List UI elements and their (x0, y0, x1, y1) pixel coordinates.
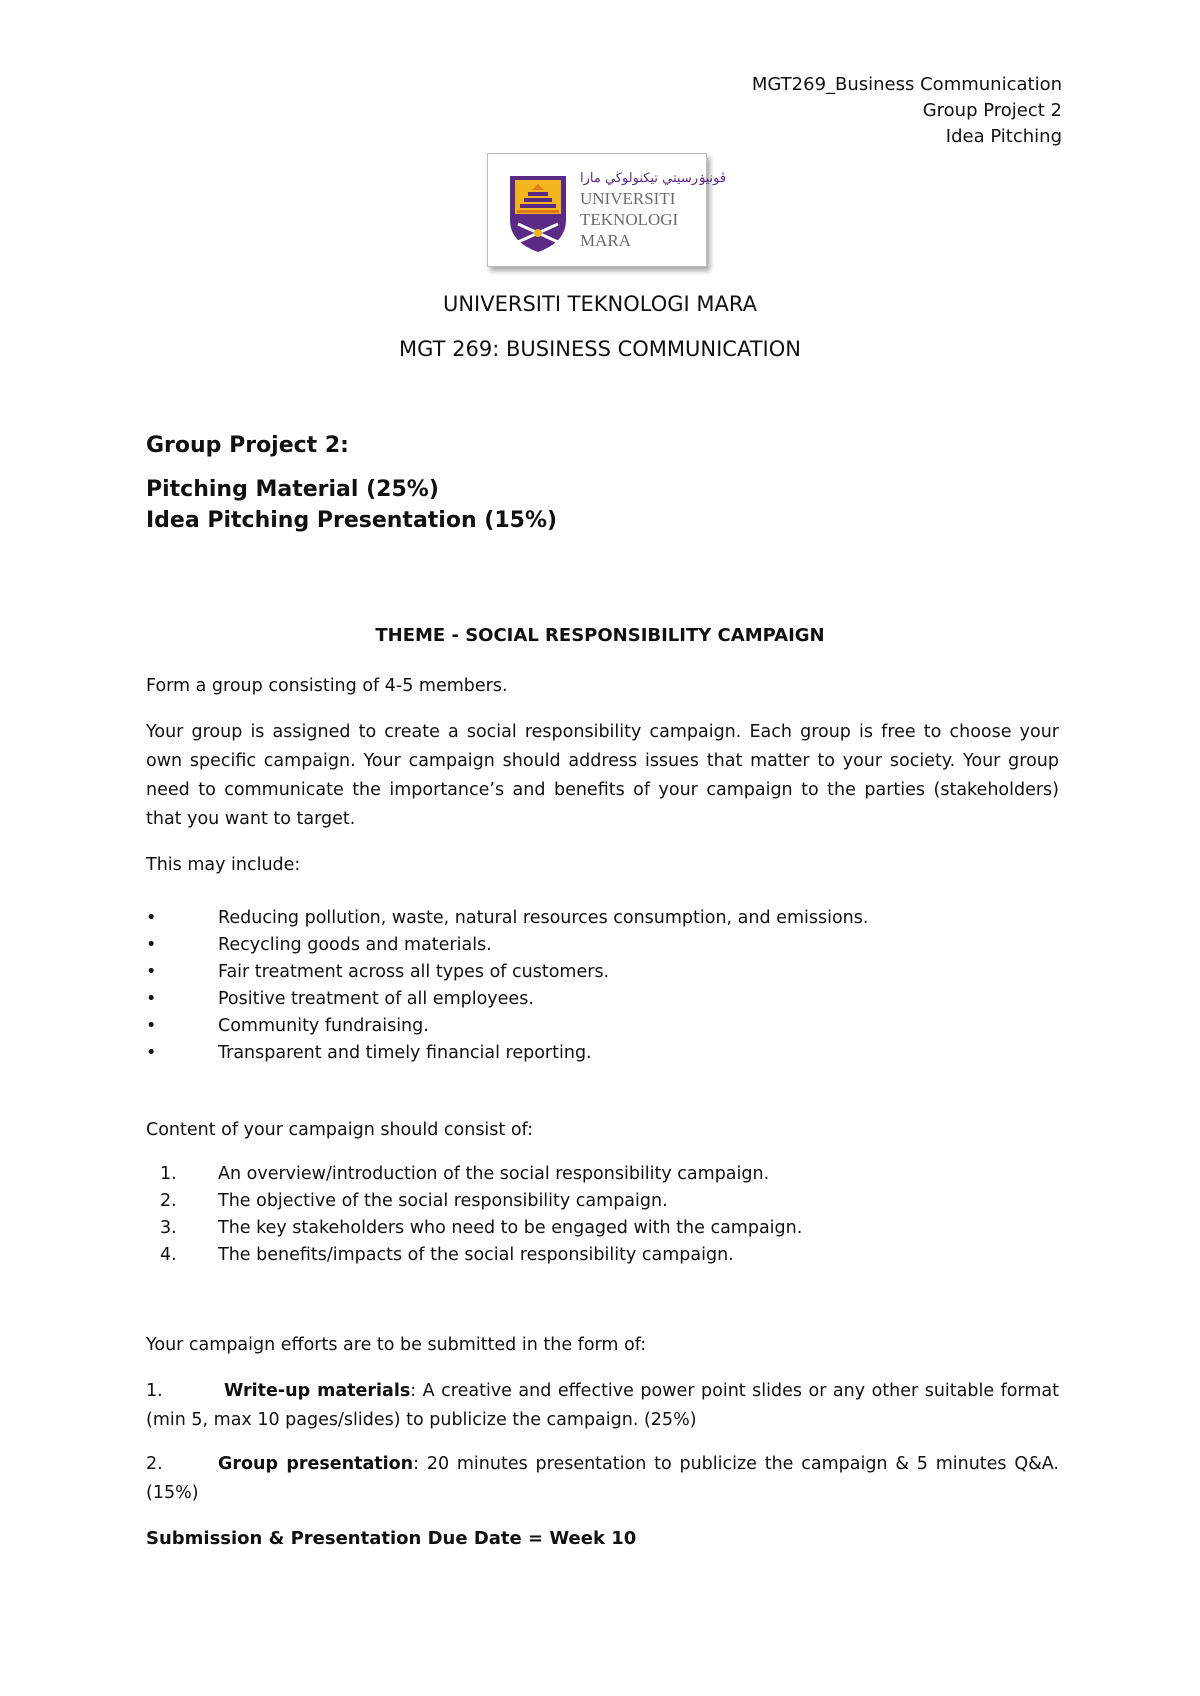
course-title: MGT 269: BUSINESS COMMUNICATION (399, 337, 801, 361)
list-item: • Positive treatment of all employees. (146, 986, 1059, 1013)
list-item: 2. The objective of the social responsibility campaign. (146, 1188, 1059, 1215)
bullet-icon: • (146, 908, 157, 928)
logo-line2: TEKNOLOGI (580, 210, 679, 229)
pitching-presentation-line: Idea Pitching Presentation (15%) (146, 508, 558, 533)
header-project: Group Project 2 (922, 100, 1062, 121)
logo-jawi-text: ڤونيۏرسيتي تيکنولوڬي مارا (580, 171, 727, 186)
uitm-crest-icon (488, 154, 727, 266)
bullet-icon: • (146, 935, 157, 955)
list-item: • Fair treatment across all types of customers. (146, 959, 1059, 986)
list-item: 4. The benefits/impacts of the social responsibility campaign. (146, 1242, 1059, 1269)
list-item: • Reducing pollution, waste, natural resources consumption, and emissions. (146, 905, 1059, 932)
logo-line3: MARA (580, 231, 632, 250)
submission-text: : 20 minutes presentation to publicize the campaign & 5 minutes Q&A. (15%) (146, 1454, 1059, 1503)
header-course: MGT269_Business Communication (751, 74, 1062, 95)
list-number: 3. (160, 1218, 177, 1238)
submission-text: : A creative and effective power point slides or any other suitable format (min 5, max 10 pages/slides) to publicize the campaign. (25%) (146, 1381, 1059, 1430)
may-include-label: This may include: (146, 855, 301, 875)
list-item: • Recycling goods and materials. (146, 932, 1059, 959)
header-topic: Idea Pitching (945, 126, 1062, 147)
list-number: 4. (160, 1245, 177, 1265)
bullet-icon: • (146, 1016, 157, 1036)
content-list (146, 1161, 1059, 1269)
list-item: 1. An overview/introduction of the social responsibility campaign. (146, 1161, 1059, 1188)
bullet-icon: • (146, 962, 157, 982)
form-group-text: Form a group consisting of 4-5 members. (146, 676, 508, 696)
include-list (146, 905, 1059, 1067)
list-number: 2. (160, 1191, 177, 1211)
list-number: 1. (146, 1381, 163, 1401)
university-logo (487, 153, 727, 267)
submission-item-writeup (146, 1377, 1059, 1435)
bullet-icon: • (146, 1043, 157, 1063)
intro-paragraph: Your group is assigned to create a social responsibility campaign. Each group is free to choose your own specific campaign. Your campaign should address issues that matter to your society. Your group need to communicate the importance’s and benefits of your campaign to the parties (stakeholders) that you want to target. (146, 722, 1059, 829)
page-header (752, 72, 1062, 150)
list-item: • Transparent and timely financial reporting. (146, 1040, 1059, 1067)
submission-item-presentation (146, 1450, 1059, 1508)
submission-bold-label: Write-up materials (224, 1381, 411, 1401)
list-item: 3. The key stakeholders who need to be engaged with the campaign. (146, 1215, 1059, 1242)
bullet-icon: • (146, 989, 157, 1009)
university-title: UNIVERSITI TEKNOLOGI MARA (442, 292, 758, 316)
theme-heading: THEME - SOCIAL RESPONSIBILITY CAMPAIGN (375, 625, 825, 646)
group-project-heading: Group Project 2: (146, 433, 349, 458)
due-date: Submission & Presentation Due Date = Week 10 (146, 1528, 637, 1549)
content-label: Content of your campaign should consist of: (146, 1120, 533, 1140)
pitching-material-line: Pitching Material (25%) (146, 477, 439, 502)
list-number: 2. (146, 1454, 163, 1474)
logo-line1: UNIVERSITI (580, 189, 676, 208)
list-item: • Community fundraising. (146, 1013, 1059, 1040)
submission-bold-label: Group presentation (218, 1454, 414, 1474)
submit-label: Your campaign efforts are to be submitted in the form of: (146, 1335, 647, 1355)
list-number: 1. (160, 1164, 177, 1184)
